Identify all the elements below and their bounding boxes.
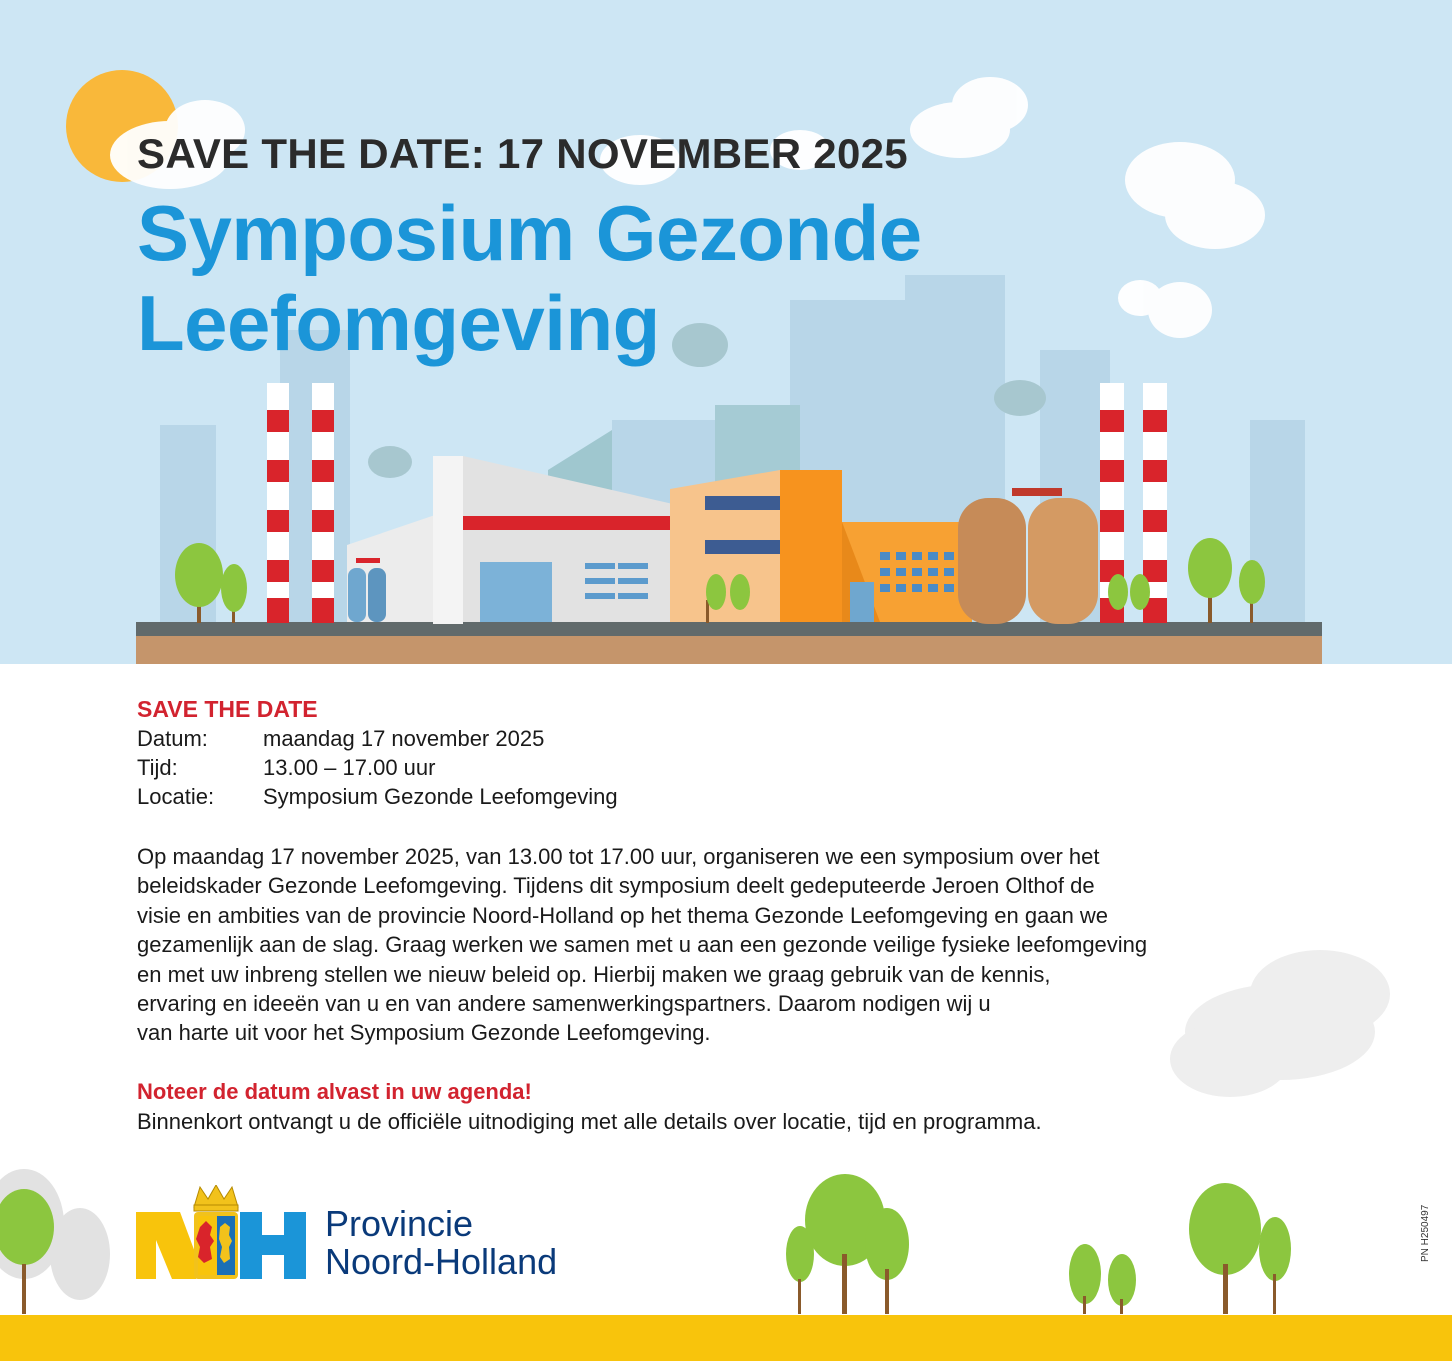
- province-name-line-2: Noord-Holland: [325, 1241, 558, 1282]
- paragraph-line: gezamenlijk aan de slag. Graag werken we samen met u aan een gezonde veilige fysieke leefomgeving: [137, 932, 1148, 958]
- save-the-date-title: SAVE THE DATE: 17 NOVEMBER 2025: [137, 130, 908, 177]
- detail-value: maandag 17 november 2025: [263, 726, 545, 751]
- event-headline: [137, 188, 922, 368]
- note-text: Binnenkort ontvangt u de officiële uitnodiging met alle details over locatie, tijd en programma.: [137, 1109, 1042, 1134]
- headline-line-1: Symposium Gezonde: [137, 189, 922, 277]
- headline-line-2: Leefomgeving: [137, 279, 660, 367]
- paragraph-line: beleidskader Gezonde Leefomgeving. Tijdens dit symposium deelt gedeputeerde Jeroen Olthof de: [137, 873, 1095, 899]
- province-name-line-1: Provincie: [325, 1203, 474, 1244]
- detail-row-time: [137, 753, 1317, 782]
- detail-value: 13.00 – 17.00 uur: [263, 755, 436, 780]
- paragraph-line: ervaring en ideeën van u en van andere samenwerkingspartners. Daarom nodigen wij u: [137, 991, 991, 1017]
- detail-row-date: [137, 724, 1317, 753]
- event-details: [137, 724, 1317, 811]
- detail-label: Locatie:: [137, 784, 215, 809]
- intro-paragraph: [137, 842, 1307, 1048]
- paragraph-line: Op maandag 17 november 2025, van 13.00 tot 17.00 uur, organiseren we een symposium over het: [137, 844, 1100, 869]
- paragraph-line: van harte uit voor het Symposium Gezonde Leefomgeving.: [137, 1020, 711, 1046]
- paragraph-line: visie en ambities van de provincie Noord-Holland op het thema Gezonde Leefomgeving en gaan we: [137, 902, 1109, 928]
- detail-row-location: [137, 782, 1317, 811]
- crown-icon: [194, 1185, 238, 1211]
- note-heading: Noteer de datum alvast in uw agenda!: [137, 1079, 532, 1104]
- coat-of-arms-icon: [194, 1212, 238, 1279]
- detail-label: Datum:: [137, 726, 208, 751]
- province-name: [325, 1205, 557, 1281]
- footer-bar: [0, 1315, 1452, 1361]
- hero-banner: [0, 0, 1452, 664]
- detail-value: Symposium Gezonde Leefomgeving: [263, 784, 618, 809]
- paragraph-line: en met uw inbreng stellen we nieuw beleid op. Hierbij maken we graag gebruik van de kennis,: [137, 961, 1051, 987]
- details-section: [137, 694, 1317, 811]
- details-heading: SAVE THE DATE: [137, 696, 318, 722]
- document-code: PN H250497: [1420, 1204, 1431, 1262]
- detail-label: Tijd:: [137, 755, 178, 780]
